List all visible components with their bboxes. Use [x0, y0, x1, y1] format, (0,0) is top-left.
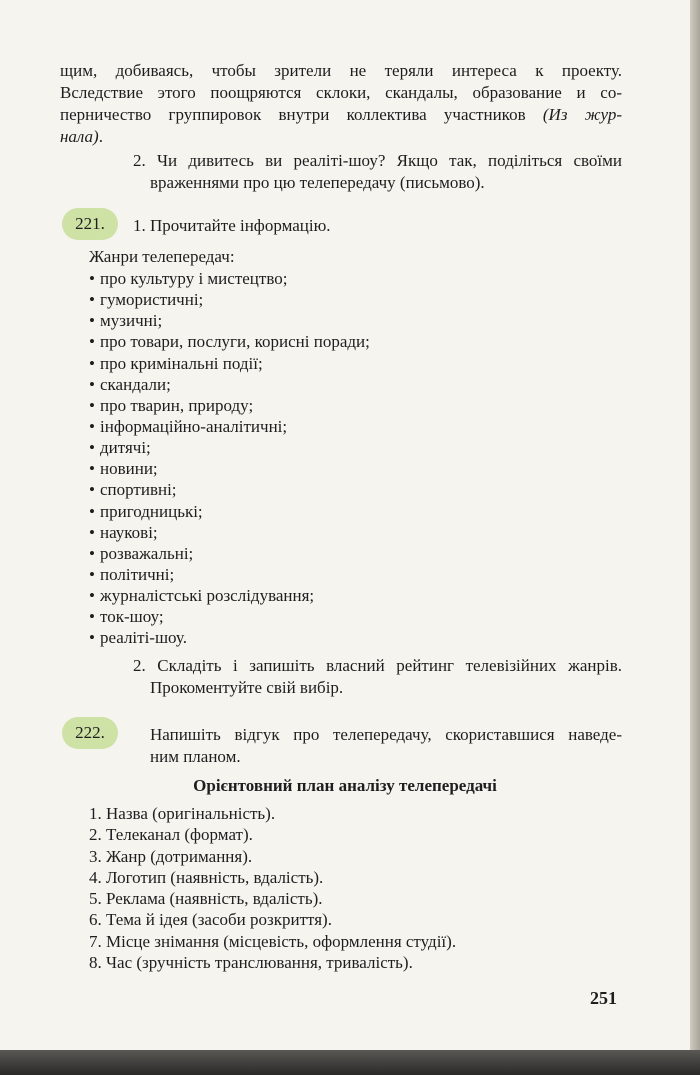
plan-list	[89, 803, 456, 973]
book-spine	[690, 0, 700, 1075]
exercise-number-221: 221.	[62, 208, 118, 240]
exercise-222-line-1: Напишіть відгук про телепередачу, скориставшися наведе-	[150, 725, 622, 744]
intro-source-b: нала)	[60, 127, 99, 146]
list-item: • про тварин, природу;	[89, 395, 370, 416]
list-item: • новини;	[89, 458, 370, 479]
intro-line-3: перничество группировок внутри коллектива участников (Из жур-	[60, 105, 622, 124]
exercise-221-task-2-line-1: 2. Складіть і запишіть власний рейтинг телевізійних жанрів.	[133, 656, 622, 675]
intro-line-1: щим, добиваясь, чтобы зрители не теряли интереса к проекту.	[60, 61, 622, 80]
list-item: • реаліті-шоу.	[89, 627, 370, 648]
list-item: 3. Жанр (дотримання).	[89, 846, 253, 866]
list-item: • музичні;	[89, 310, 370, 331]
list-item: • ток-шоу;	[89, 606, 370, 627]
list-item: • дитячі;	[89, 437, 370, 458]
genres-list	[89, 268, 370, 649]
list-item: • про культуру і мистецтво;	[89, 268, 370, 289]
list-item: 4. Логотип (наявність, вдалість).	[89, 867, 324, 887]
exercise-221-task-1: 1. Прочитайте інформацію.	[133, 216, 331, 235]
intro-line-4: нала).	[60, 127, 103, 146]
list-item: 5. Реклама (наявність, вдалість).	[89, 889, 323, 909]
list-item: • журналістські розслідування;	[89, 585, 370, 606]
plan-heading: Орієнтовний план аналізу телепередачі	[193, 776, 497, 795]
exercise-221-task-2-line-2: Прокоментуйте свій вибір.	[150, 678, 344, 697]
list-item: • спортивні;	[89, 479, 370, 500]
list-item: 6. Тема й ідея (засоби розкриття).	[89, 910, 332, 930]
list-item: • про кримінальні події;	[89, 353, 370, 374]
task-220-2-line-1: 2. Чи дивитесь ви реаліті-шоу? Якщо так, поділіться своїми	[133, 151, 622, 170]
task-220-2-line-2: враженнями про цю телепередачу (письмово).	[150, 173, 485, 192]
list-item: • політичні;	[89, 564, 370, 585]
genres-title: Жанри телепередач:	[89, 247, 235, 266]
intro-line-2: Вследствие этого поощряются склоки, скандалы, образование и со-	[60, 83, 622, 102]
list-item: 1. Назва (оригінальність).	[89, 804, 276, 823]
list-item: 7. Місце знімання (місцевість, оформлення студії).	[89, 931, 457, 951]
list-item: • гумористичні;	[89, 289, 370, 310]
list-item: • пригодницькі;	[89, 501, 370, 522]
list-item: • скандали;	[89, 374, 370, 395]
list-item: • про товари, послуги, корисні поради;	[89, 331, 370, 352]
page-bottom-edge	[0, 1050, 700, 1075]
list-item: • наукові;	[89, 522, 370, 543]
intro-source-a: (Из жур-	[542, 105, 622, 124]
list-item: 8. Час (зручність транслювання, тривалість).	[89, 953, 413, 973]
exercise-number-222: 222.	[62, 717, 118, 749]
list-item: • інформаційно-аналітичні;	[89, 416, 370, 437]
exercise-222-line-2: ним планом.	[150, 747, 241, 766]
list-item: • розважальні;	[89, 543, 370, 564]
list-item: 2. Телеканал (формат).	[89, 825, 253, 845]
page-number: 251	[590, 988, 617, 1008]
